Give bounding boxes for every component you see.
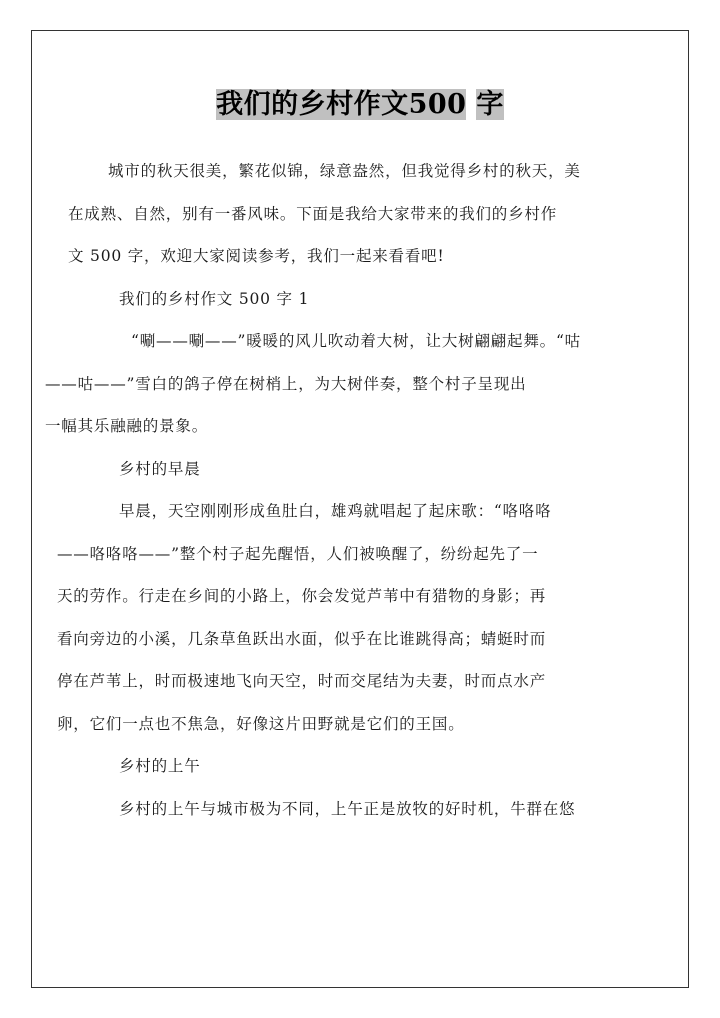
- document-body: [45, 150, 634, 830]
- text-line: 文 500 字，欢迎大家阅读参考，我们一起来看看吧!: [68, 247, 445, 265]
- section-heading-forenoon: [88, 745, 634, 788]
- text-line: 卵，它们一点也不焦急，好像这片田野就是它们的王国。: [57, 714, 465, 733]
- section-heading-essay-1: [88, 278, 634, 321]
- paragraph-intro: [68, 150, 634, 278]
- paragraph-forenoon: [88, 788, 634, 831]
- text-line: ——咕——”雪白的鸽子停在树梢上，为大树伴奏，整个村子呈现出: [45, 374, 527, 393]
- title-container: [0, 86, 720, 124]
- text-line: 一幅其乐融融的景象。: [45, 417, 209, 435]
- section-heading-morning: [88, 448, 634, 491]
- document-title: [216, 86, 504, 124]
- paragraph-morning: [57, 490, 634, 745]
- text-line: 乡村的上午与城市极为不同，上午正是放牧的好时机，牛群在悠: [119, 799, 576, 818]
- text-line: 天的劳作。行走在乡间的小路上，你会发觉芦苇中有猎物的身影；再: [57, 587, 547, 605]
- text-line: ——咯咯咯——”整个村子起先醒悟，人们被唤醒了，纷纷起先了一: [57, 544, 539, 563]
- text-line: 我们的乡村作文 500 字 1: [119, 289, 310, 308]
- text-line: 在成熟、自然，别有一番风味。下面是我给大家带来的我们的乡村作: [68, 204, 558, 223]
- text-line: 早晨，天空刚刚形成鱼肚白，雄鸡就唱起了起床歌：“咯咯咯: [119, 502, 552, 520]
- text-line: 乡村的早晨: [119, 459, 201, 478]
- text-line: 乡村的上午: [119, 757, 201, 775]
- title-highlight-number: 500: [408, 89, 467, 120]
- text-line: 城市的秋天很美，繁花似锦，绿意盎然，但我觉得乡村的秋天，美: [108, 162, 581, 180]
- text-line: 看向旁边的小溪，几条草鱼跃出水面，似乎在比谁跳得高；蜻蜓时而: [57, 629, 547, 648]
- title-highlight-suffix: 字: [476, 89, 504, 120]
- paragraph-wind-and-doves: [45, 320, 634, 448]
- text-line: 停在芦苇上，时而极速地飞向天空，时而交尾结为夫妻，时而点水产: [57, 672, 547, 690]
- title-highlight-text: 我们的乡村作文: [216, 89, 409, 120]
- text-line: “唰——唰——”暖暖的风儿吹动着大树，让大树翩翩起舞。“咕: [131, 332, 581, 350]
